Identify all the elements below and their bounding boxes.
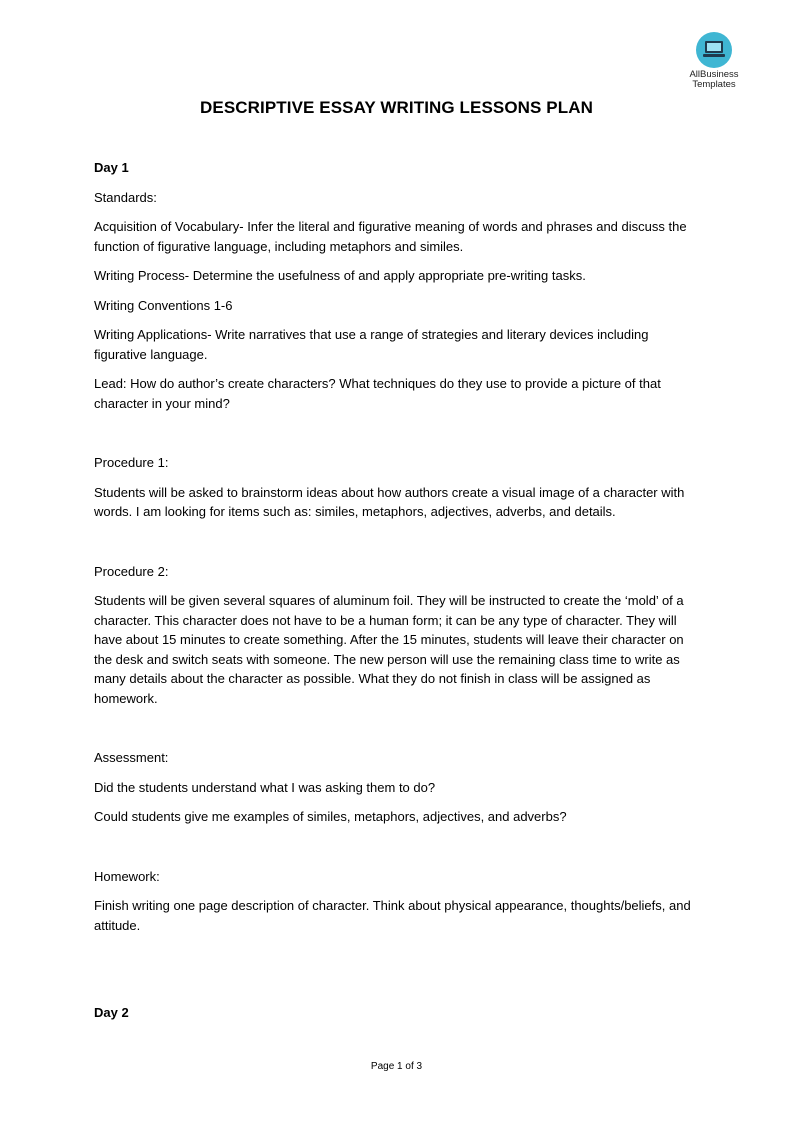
procedure1-label: Procedure 1: <box>94 455 169 470</box>
assessment-question-2: Could students give me examples of similes, metaphors, adjectives, and adverbs? <box>94 809 567 824</box>
standard-writing-applications: Writing Applications- Write narratives that use a range of strategies and literary devices including figurative language. <box>94 327 649 362</box>
logo-text: AllBusiness Templates <box>689 69 739 90</box>
procedure2-text: Students will be given several squares of aluminum foil. They will be instructed to create the ‘mold’ of a character. This character does not have to be a human form; it can be any type of character. They will have about 15 minutes to create something. After the 15 minutes, students will leave their character on the desk and switch seats with someone. The new person will use the remaining class time to write as many details about the character as possible. What they do not finish in class will be assigned as homework. <box>94 593 684 706</box>
assessment-label: Assessment: <box>94 750 169 765</box>
document-body <box>94 96 699 1023</box>
brand-logo <box>678 30 750 90</box>
procedure2-label: Procedure 2: <box>94 563 169 579</box>
homework-text: Finish writing one page description of character. Think about physical appearance, thoughts/beliefs, and attitude. <box>94 898 691 933</box>
lead-question: Lead: How do author’s create characters? What techniques do they use to provide a picture of that character in your mind? <box>94 376 661 411</box>
standard-vocabulary: Acquisition of Vocabulary- Infer the literal and figurative meaning of words and phrases and discuss the function of figurative language, including metaphors and similes. <box>94 219 687 254</box>
standards-label: Standards: <box>94 189 157 205</box>
assessment-question-1: Did the students understand what I was asking them to do? <box>94 779 436 795</box>
standard-writing-process: Writing Process- Determine the usefulness of and apply appropriate pre-writing tasks. <box>94 268 586 283</box>
day2-heading: Day 2 <box>94 1005 129 1020</box>
laptop-icon <box>696 32 732 68</box>
page-number: Page 1 of 3 <box>370 1061 423 1072</box>
standard-writing-conventions: Writing Conventions 1-6 <box>94 297 233 313</box>
day1-heading: Day 1 <box>94 160 129 175</box>
homework-label: Homework: <box>94 868 160 884</box>
procedure1-text: Students will be asked to brainstorm ideas about how authors create a visual image of a character with words. I am looking for items such as: similes, metaphors, adjectives, adverbs, and details. <box>94 484 685 519</box>
document-title: DESCRIPTIVE ESSAY WRITING LESSONS PLAN <box>200 98 593 117</box>
